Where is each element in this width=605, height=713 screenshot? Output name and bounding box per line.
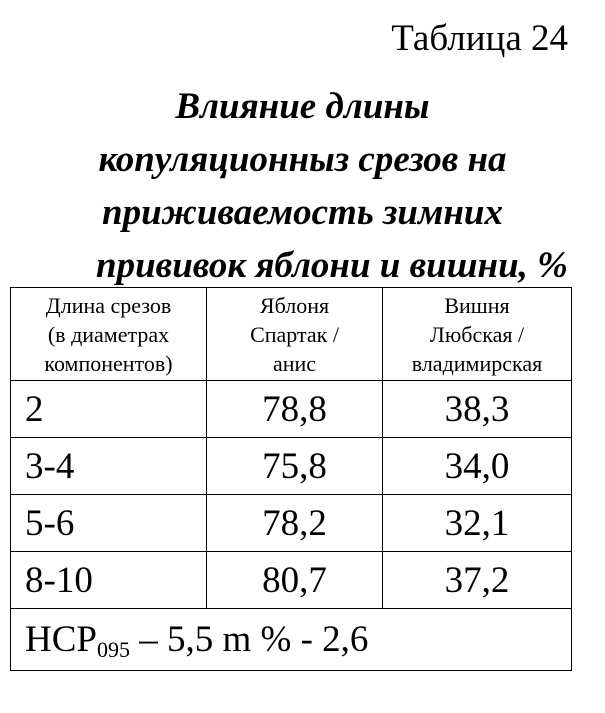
header-cherry-line: владимирская [411, 350, 543, 376]
header-cherry-line: Любская / [429, 321, 525, 347]
table-number: Таблица 24 [391, 18, 568, 59]
header-cherry-line: Вишня [444, 292, 510, 318]
header-cell-apple [207, 288, 383, 381]
apple-value-cell: 78,8 [207, 381, 383, 438]
apple-value-cell: 78,2 [207, 495, 383, 552]
length-cell: 2 [11, 381, 207, 438]
title-line-3: приживаемость зимних [102, 192, 503, 233]
title-line-4: прививок яблони и вишни, % [96, 245, 568, 286]
cherry-value-cell: 32,1 [383, 495, 572, 552]
header-cell-cherry [383, 288, 572, 381]
title-line-1: Влияние длины [175, 86, 430, 127]
header-apple-line: Спартак / [250, 321, 339, 347]
lsd-subscript: 095 [96, 637, 130, 662]
apple-value-cell: 75,8 [207, 438, 383, 495]
apple-value-cell: 80,7 [207, 552, 383, 609]
table-footer-row [11, 609, 572, 671]
length-cell: 8-10 [11, 552, 207, 609]
cherry-value-cell: 37,2 [383, 552, 572, 609]
header-length-line: компонентов) [44, 350, 173, 376]
lsd-values: – 5,5 m % - 2,6 [129, 619, 369, 660]
header-cell-length [11, 288, 207, 381]
table-title [0, 80, 605, 292]
lsd-label: НСР [25, 619, 97, 660]
table-row [11, 495, 572, 552]
header-length-line: (в диаметрах [47, 321, 170, 347]
cherry-value-cell: 38,3 [383, 381, 572, 438]
table-row [11, 381, 572, 438]
cherry-value-cell: 34,0 [383, 438, 572, 495]
length-cell: 3-4 [11, 438, 207, 495]
table-header-row [11, 288, 572, 381]
data-table [10, 287, 572, 671]
header-apple-line: анис [272, 350, 317, 376]
table-row [11, 552, 572, 609]
table-row [11, 438, 572, 495]
title-line-2: копуляционныз срезов на [98, 139, 507, 180]
length-cell: 5-6 [11, 495, 207, 552]
lsd-footnote [11, 609, 572, 671]
header-apple-line: Яблоня [259, 292, 330, 318]
header-length-line: Длина срезов [45, 292, 172, 318]
